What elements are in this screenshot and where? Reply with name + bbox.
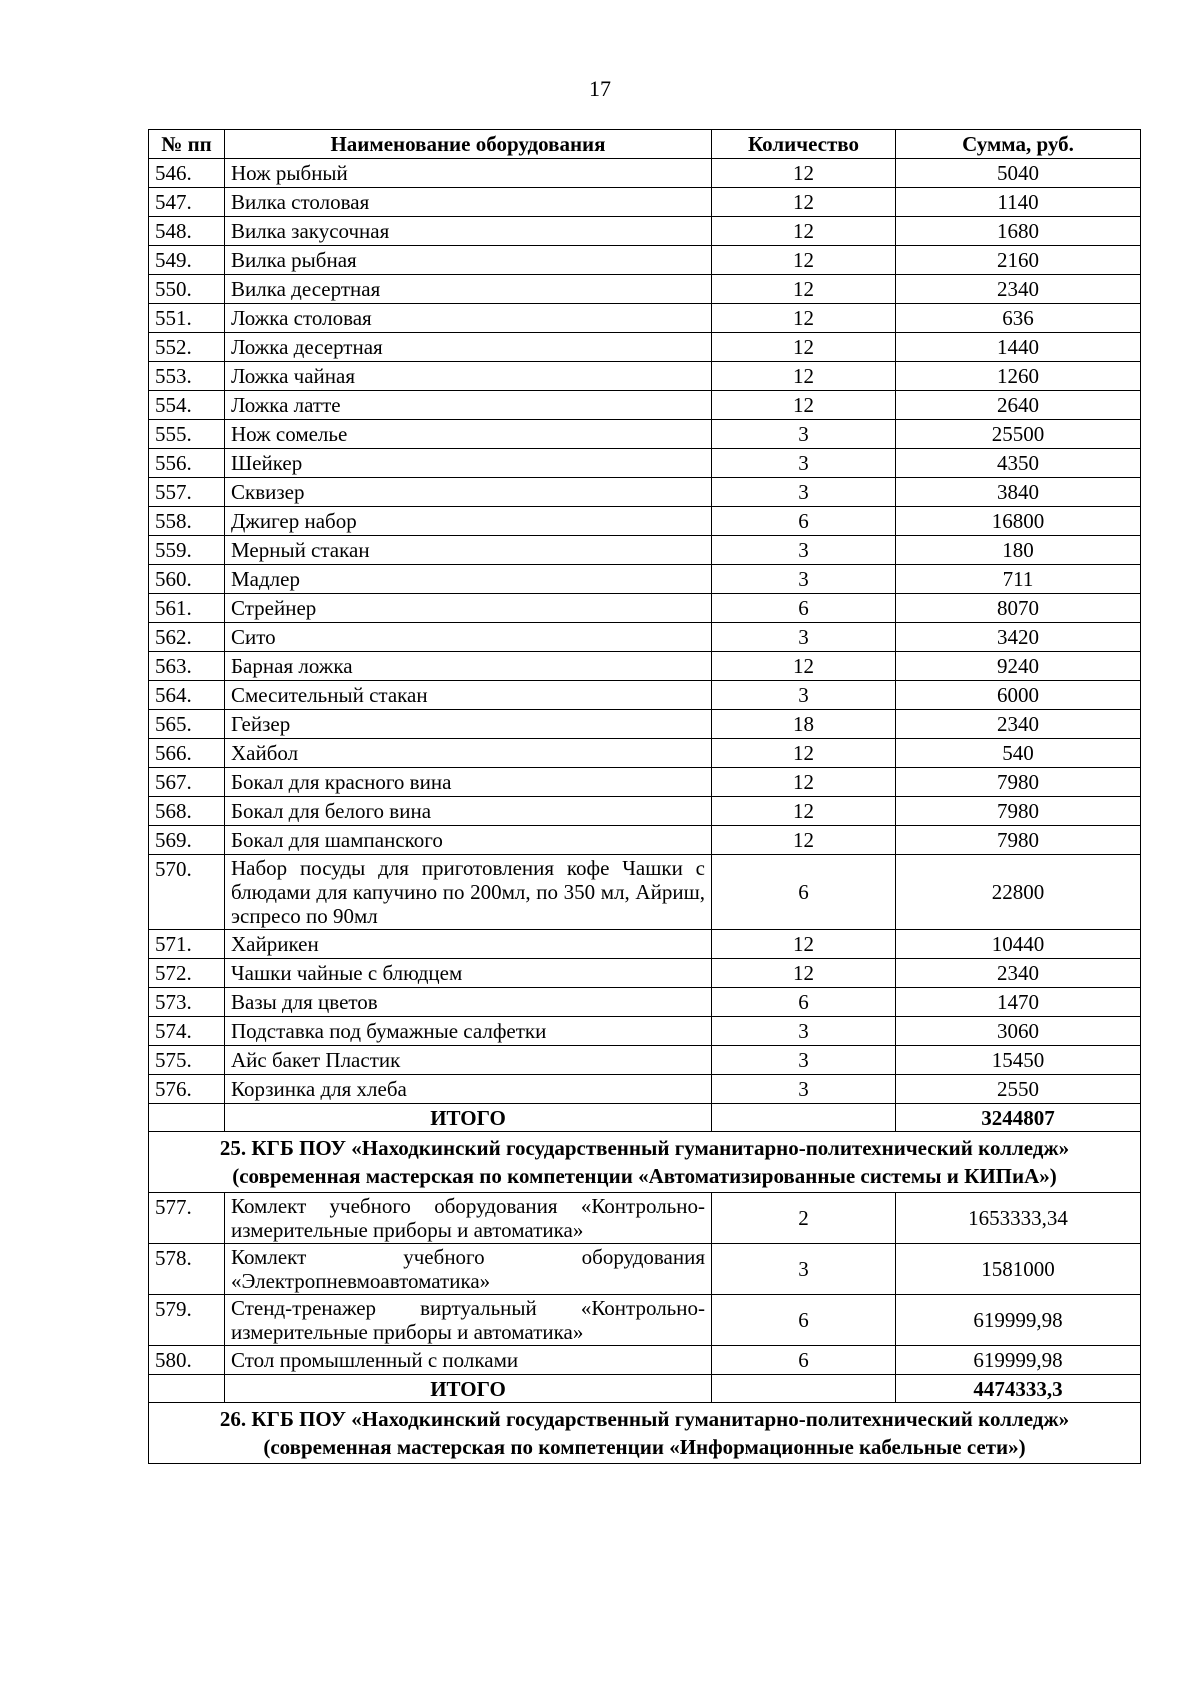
table-row <box>149 507 1141 536</box>
cell-num: 552. <box>149 333 225 362</box>
table-row <box>149 188 1141 217</box>
section-subtitle: (современная мастерская по компетенции «Автоматизированные системы и КИПиА») <box>232 1164 1057 1188</box>
cell-sum: 4350 <box>896 449 1141 478</box>
cell-qty: 3 <box>712 565 896 594</box>
cell-sum: 6000 <box>896 681 1141 710</box>
cell-name: Стол промышленный с полками <box>225 1346 712 1375</box>
cell-num: 566. <box>149 739 225 768</box>
table-header-row <box>149 130 1141 159</box>
section-subtitle: (современная мастерская по компетенции «Информационные кабельные сети») <box>263 1435 1026 1459</box>
cell-num: 551. <box>149 304 225 333</box>
cell-sum: 636 <box>896 304 1141 333</box>
cell-qty: 12 <box>712 797 896 826</box>
cell-qty: 12 <box>712 217 896 246</box>
total-row <box>149 1104 1141 1132</box>
cell-name: Стрейнер <box>225 594 712 623</box>
total-empty-cell <box>712 1104 896 1132</box>
table-row <box>149 710 1141 739</box>
cell-qty: 3 <box>712 449 896 478</box>
cell-name: Нож сомелье <box>225 420 712 449</box>
cell-qty: 12 <box>712 768 896 797</box>
total-empty-cell <box>712 1375 896 1403</box>
table-row <box>149 623 1141 652</box>
table-row <box>149 1244 1141 1295</box>
table-row <box>149 1295 1141 1346</box>
cell-name: Чашки чайные с блюдцем <box>225 959 712 988</box>
table-row <box>149 739 1141 768</box>
row-570-group <box>149 855 1141 930</box>
table-row <box>149 988 1141 1017</box>
cell-sum: 1470 <box>896 988 1141 1017</box>
table-row <box>149 420 1141 449</box>
cell-sum: 2550 <box>896 1075 1141 1104</box>
table-row <box>149 362 1141 391</box>
cell-name: Бокал для белого вина <box>225 797 712 826</box>
cell-name: Мадлер <box>225 565 712 594</box>
cell-qty: 12 <box>712 246 896 275</box>
cell-sum: 2340 <box>896 710 1141 739</box>
cell-num: 570. <box>149 855 225 930</box>
cell-num: 558. <box>149 507 225 536</box>
row-580-group <box>149 1346 1141 1464</box>
cell-qty: 3 <box>712 536 896 565</box>
cell-num: 580. <box>149 1346 225 1375</box>
section-heading-25 <box>149 1132 1141 1193</box>
section-heading-26 <box>149 1403 1141 1464</box>
cell-sum: 3840 <box>896 478 1141 507</box>
cell-qty: 3 <box>712 1075 896 1104</box>
total-1-group <box>149 1104 1141 1193</box>
cell-name: Стенд-тренажер виртуальный «Контрольно-измерительные приборы и автоматика» <box>225 1295 712 1346</box>
cell-num: 553. <box>149 362 225 391</box>
cell-num: 573. <box>149 988 225 1017</box>
cell-name: Ложка чайная <box>225 362 712 391</box>
table-row <box>149 826 1141 855</box>
section-heading-row <box>149 1403 1141 1464</box>
cell-num: 561. <box>149 594 225 623</box>
cell-num: 557. <box>149 478 225 507</box>
cell-num: 560. <box>149 565 225 594</box>
total-row <box>149 1375 1141 1403</box>
cell-qty: 3 <box>712 681 896 710</box>
cell-qty: 6 <box>712 507 896 536</box>
cell-num: 577. <box>149 1193 225 1244</box>
total-sum: 3244807 <box>896 1104 1141 1132</box>
total-empty-cell <box>149 1375 225 1403</box>
cell-sum: 3420 <box>896 623 1141 652</box>
cell-sum: 1653333,34 <box>896 1193 1141 1244</box>
cell-name: Сито <box>225 623 712 652</box>
cell-sum: 1260 <box>896 362 1141 391</box>
cell-name: Хайрикен <box>225 930 712 959</box>
cell-num: 575. <box>149 1046 225 1075</box>
total-label: ИТОГО <box>225 1104 712 1132</box>
cell-qty: 3 <box>712 1244 896 1295</box>
cell-num: 548. <box>149 217 225 246</box>
cell-sum: 2640 <box>896 391 1141 420</box>
table-row <box>149 217 1141 246</box>
cell-qty: 6 <box>712 1295 896 1346</box>
table-row <box>149 1046 1141 1075</box>
cell-name: Ложка латте <box>225 391 712 420</box>
cell-name: Шейкер <box>225 449 712 478</box>
cell-qty: 18 <box>712 710 896 739</box>
cell-num: 559. <box>149 536 225 565</box>
cell-qty: 12 <box>712 652 896 681</box>
table-row <box>149 1346 1141 1375</box>
cell-sum: 540 <box>896 739 1141 768</box>
cell-qty: 12 <box>712 826 896 855</box>
cell-qty: 6 <box>712 594 896 623</box>
cell-name: Вилка столовая <box>225 188 712 217</box>
cell-name: Нож рыбный <box>225 159 712 188</box>
cell-qty: 3 <box>712 420 896 449</box>
cell-sum: 619999,98 <box>896 1346 1141 1375</box>
table-row <box>149 565 1141 594</box>
cell-num: 576. <box>149 1075 225 1104</box>
section-title: 25. КГБ ПОУ «Находкинский государственный гуманитарно-политехнический колледж» <box>219 1136 1070 1160</box>
cell-sum: 7980 <box>896 826 1141 855</box>
table-row <box>149 478 1141 507</box>
cell-num: 554. <box>149 391 225 420</box>
table-row <box>149 333 1141 362</box>
table-row <box>149 304 1141 333</box>
cell-num: 555. <box>149 420 225 449</box>
cell-name: Комлект учебного оборудования «Электропневмоавтоматика» <box>225 1244 712 1295</box>
cell-name: Сквизер <box>225 478 712 507</box>
cell-name: Хайбол <box>225 739 712 768</box>
cell-name: Гейзер <box>225 710 712 739</box>
cell-num: 550. <box>149 275 225 304</box>
cell-sum: 25500 <box>896 420 1141 449</box>
cell-sum: 2340 <box>896 959 1141 988</box>
cell-qty: 12 <box>712 188 896 217</box>
cell-name: Ложка десертная <box>225 333 712 362</box>
table-row <box>149 594 1141 623</box>
cell-sum: 1581000 <box>896 1244 1141 1295</box>
table-row <box>149 681 1141 710</box>
cell-name: Вилка закусочная <box>225 217 712 246</box>
cell-sum: 16800 <box>896 507 1141 536</box>
cell-name: Комлект учебного оборудования «Контрольно-измерительные приборы и автоматика» <box>225 1193 712 1244</box>
cell-qty: 2 <box>712 1193 896 1244</box>
cell-num: 556. <box>149 449 225 478</box>
header-name: Наименование оборудования <box>225 130 712 159</box>
cell-name: Вилка рыбная <box>225 246 712 275</box>
cell-qty: 12 <box>712 275 896 304</box>
cell-qty: 12 <box>712 159 896 188</box>
cell-sum: 180 <box>896 536 1141 565</box>
total-label: ИТОГО <box>225 1375 712 1403</box>
table-row <box>149 768 1141 797</box>
cell-sum: 711 <box>896 565 1141 594</box>
cell-num: 562. <box>149 623 225 652</box>
cell-qty: 6 <box>712 855 896 930</box>
table-row <box>149 930 1141 959</box>
cell-num: 546. <box>149 159 225 188</box>
cell-num: 572. <box>149 959 225 988</box>
cell-sum: 7980 <box>896 768 1141 797</box>
section-title: 26. КГБ ПОУ «Находкинский государственный гуманитарно-политехнический колледж» <box>219 1407 1070 1431</box>
table-row <box>149 275 1141 304</box>
cell-sum: 1140 <box>896 188 1141 217</box>
cell-qty: 12 <box>712 959 896 988</box>
cell-num: 571. <box>149 930 225 959</box>
cell-name: Мерный стакан <box>225 536 712 565</box>
cell-qty: 12 <box>712 391 896 420</box>
cell-qty: 3 <box>712 1046 896 1075</box>
equipment-table <box>148 129 1141 1464</box>
cell-sum: 2160 <box>896 246 1141 275</box>
cell-qty: 3 <box>712 623 896 652</box>
cell-sum: 8070 <box>896 594 1141 623</box>
cell-name: Джигер набор <box>225 507 712 536</box>
cell-qty: 6 <box>712 1346 896 1375</box>
cell-name: Бокал для красного вина <box>225 768 712 797</box>
total-empty-cell <box>149 1104 225 1132</box>
total-sum: 4474333,3 <box>896 1375 1141 1403</box>
cell-num: 574. <box>149 1017 225 1046</box>
cell-sum: 1440 <box>896 333 1141 362</box>
cell-num: 569. <box>149 826 225 855</box>
cell-sum: 10440 <box>896 930 1141 959</box>
header-qty: Количество <box>712 130 896 159</box>
cell-qty: 12 <box>712 304 896 333</box>
header-sum: Сумма, руб. <box>896 130 1141 159</box>
cell-sum: 7980 <box>896 797 1141 826</box>
table-row <box>149 159 1141 188</box>
cell-name: Вазы для цветов <box>225 988 712 1017</box>
table-row <box>149 1017 1141 1046</box>
table-row <box>149 652 1141 681</box>
cell-sum: 3060 <box>896 1017 1141 1046</box>
cell-qty: 3 <box>712 1017 896 1046</box>
cell-name: Ложка столовая <box>225 304 712 333</box>
page-number: 17 <box>589 76 611 101</box>
cell-sum: 5040 <box>896 159 1141 188</box>
cell-num: 579. <box>149 1295 225 1346</box>
cell-sum: 619999,98 <box>896 1295 1141 1346</box>
table-row <box>149 959 1141 988</box>
cell-sum: 2340 <box>896 275 1141 304</box>
header-num: № пп <box>149 130 225 159</box>
cell-sum: 15450 <box>896 1046 1141 1075</box>
cell-sum: 22800 <box>896 855 1141 930</box>
rows-group-b <box>149 930 1141 1104</box>
cell-num: 547. <box>149 188 225 217</box>
table-row <box>149 449 1141 478</box>
cell-num: 563. <box>149 652 225 681</box>
cell-name: Подставка под бумажные салфетки <box>225 1017 712 1046</box>
cell-num: 565. <box>149 710 225 739</box>
cell-qty: 12 <box>712 333 896 362</box>
cell-num: 578. <box>149 1244 225 1295</box>
cell-name: Барная ложка <box>225 652 712 681</box>
rows-group-c <box>149 1193 1141 1346</box>
cell-sum: 1680 <box>896 217 1141 246</box>
cell-qty: 3 <box>712 478 896 507</box>
cell-name: Вилка десертная <box>225 275 712 304</box>
cell-num: 549. <box>149 246 225 275</box>
cell-name: Корзинка для хлеба <box>225 1075 712 1104</box>
cell-qty: 6 <box>712 988 896 1017</box>
section-heading-row <box>149 1132 1141 1193</box>
cell-num: 568. <box>149 797 225 826</box>
cell-name: Айс бакет Пластик <box>225 1046 712 1075</box>
cell-num: 564. <box>149 681 225 710</box>
cell-name: Бокал для шампанского <box>225 826 712 855</box>
table-row <box>149 1193 1141 1244</box>
rows-group-a <box>149 159 1141 855</box>
cell-num: 567. <box>149 768 225 797</box>
cell-name: Смесительный стакан <box>225 681 712 710</box>
table-row <box>149 391 1141 420</box>
table-row <box>149 1075 1141 1104</box>
table-row <box>149 797 1141 826</box>
table-row <box>149 855 1141 930</box>
cell-name: Набор посуды для приготовления кофе Чашки с блюдами для капучино по 200мл, по 350 мл, Айриш, эспресо по 90мл <box>225 855 712 930</box>
table-row <box>149 536 1141 565</box>
cell-qty: 12 <box>712 739 896 768</box>
table-row <box>149 246 1141 275</box>
cell-qty: 12 <box>712 930 896 959</box>
cell-sum: 9240 <box>896 652 1141 681</box>
cell-qty: 12 <box>712 362 896 391</box>
